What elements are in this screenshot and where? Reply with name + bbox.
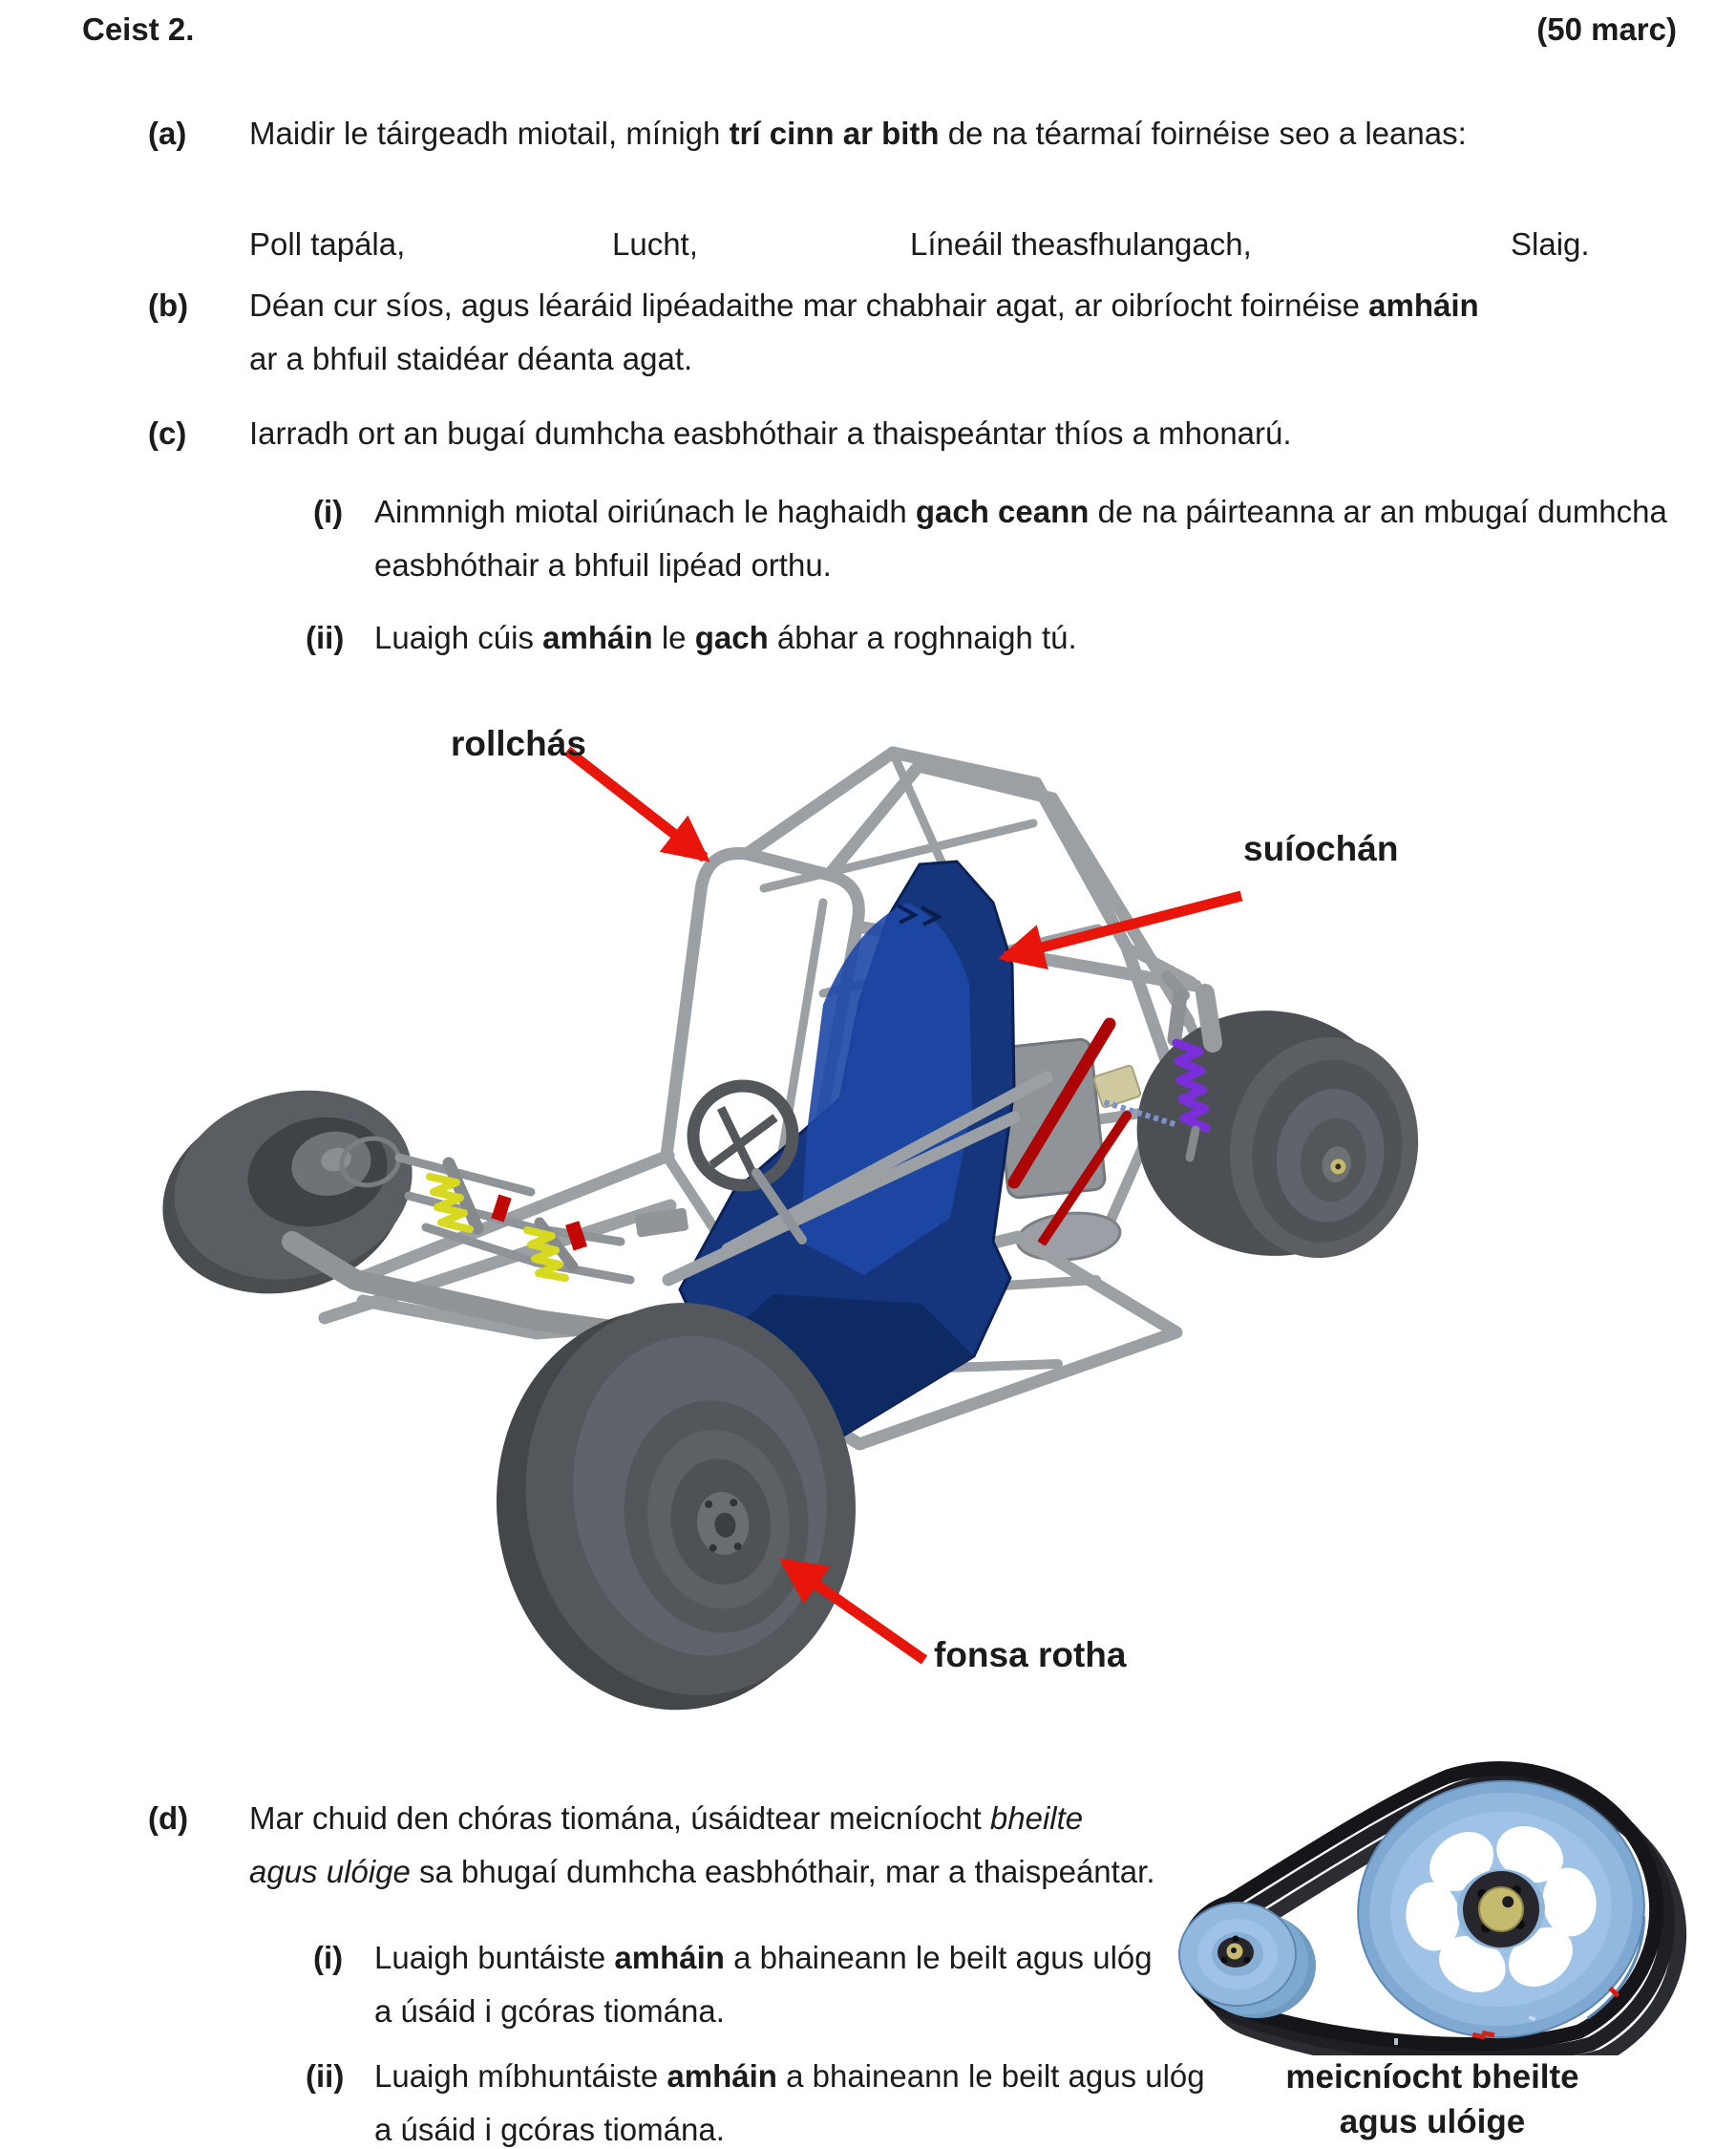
part-c-ii-seg4: gach [694,620,769,655]
part-d-ii-seg3: a bhaineann le beilt agus ulóg [776,2058,1205,2094]
part-b-line2: ar a bhfuil staidéar déanta agat. [249,341,693,376]
part-c-i-seg3: de na páirteanna ar an mbugaí dumhcha [1089,494,1667,529]
part-d-i-seg3: a bhaineann le beilt agus ulóg [724,1940,1153,1975]
roll-cage-label: rollchás [451,724,586,763]
part-a-seg3: de na téarmaí foirnéise seo a leanas: [939,116,1467,151]
part-c-i-seg1: Ainmnigh miotal oiriúnach le haghaidh [374,494,916,529]
part-d-line1 [249,1799,1083,1838]
small-pulley [1179,1903,1316,2018]
part-a-seg2: trí cinn ar bith [729,116,940,151]
part-d-i-label: (i) [313,1940,344,1975]
term-poll-tapala: Poll tapála, [249,226,406,262]
part-b-label: (b) [148,287,189,323]
part-b-seg1: Déan cur síos, agus léaráid lipéadaithe mar chabhair agat, ar oibríocht foirnéise [249,287,1369,323]
part-d-i-line2: a úsáid i gcóras tiomána. [374,1993,725,2029]
part-a-label: (a) [148,116,187,151]
marks-total: (50 marc) [1536,11,1677,47]
part-c-i-seg2: gach ceann [915,494,1090,529]
part-a-text [249,115,1467,153]
part-d-seg4: sa bhugaí dumhcha easbhóthair, mar a thaispeántar. [410,1854,1155,1889]
question-number: Ceist 2. [82,11,195,47]
part-c-ii-seg1: Luaigh cúis [374,620,543,655]
part-c-ii-label: (ii) [306,620,345,655]
pulley-caption [1222,2054,1642,2144]
part-d-seg3: agus ulóige [249,1854,411,1889]
part-c-ii-seg5: ábhar a roghnaigh tú. [768,620,1077,655]
part-d-ii-line2: a úsáid i gcóras tiomána. [374,2112,725,2147]
part-c-ii-text [374,619,1077,657]
wheel-rim-label: fonsa rotha [934,1635,1127,1674]
term-lineail: Líneáil theasfhulangach, [910,226,1252,262]
part-c-label: (c) [148,415,187,451]
part-d-i-seg2: amháin [614,1940,725,1975]
part-b-seg2: amháin [1368,287,1479,323]
part-c-ii-seg2: amháin [542,620,653,655]
part-d-line2 [249,1853,1155,1891]
seat-label: suíochán [1243,829,1399,868]
term-lucht: Lucht, [612,226,698,262]
part-c-i-line1 [374,493,1667,531]
part-d-ii-line1 [374,2057,1205,2096]
part-c-ii-seg3: le [652,620,695,655]
pulley-figure [1165,1750,1736,2055]
part-d-ii-label: (ii) [306,2058,345,2094]
part-d-ii-seg1: Luaigh míbhuntáiste [374,2058,667,2094]
term-slaig: Slaig. [1511,226,1590,262]
part-d-label: (d) [148,1800,189,1836]
part-d-ii-seg2: amháin [667,2058,777,2094]
part-d-i-seg1: Luaigh buntáiste [374,1940,615,1975]
part-c-i-label: (i) [313,494,344,529]
part-b-line1 [249,287,1479,325]
part-d-i-line1 [374,1939,1153,1977]
part-d-seg2: bheilte [989,1800,1084,1836]
part-c-i-line2: easbhóthair a bhfuil lipéad orthu. [374,547,832,583]
rear-right-wheel [1117,989,1438,1280]
pulley-caption-line2: agus ulóige [1339,2103,1526,2140]
part-d-seg1: Mar chuid den chóras tiomána, úsáidtear meicníocht [249,1800,990,1836]
part-a-seg1: Maidir le táirgeadh miotail, mínigh [249,116,730,151]
pulley-caption-line1: meicníocht bheilte [1285,2058,1579,2096]
part-c-text: Iarradh ort an bugaí dumhcha easbhóthair a thaispeántar thíos a mhonarú. [249,415,1292,451]
buggy-figure [0,707,1736,1777]
roll-cage-arrow [567,751,705,858]
